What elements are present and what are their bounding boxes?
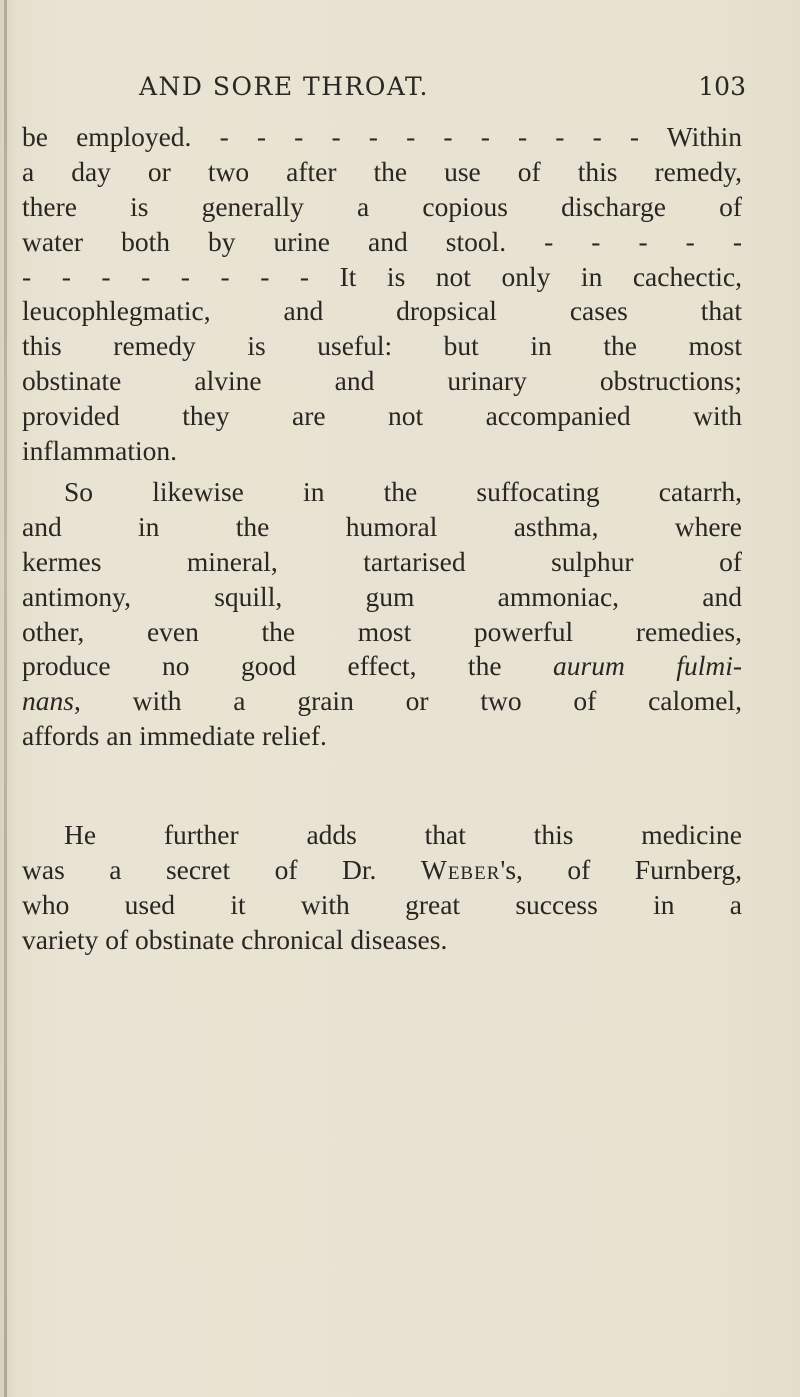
running-title: AND SORE THROAT. [139, 72, 429, 101]
text-line: provided they are not accompanied with [22, 400, 742, 432]
text-line: inflammation. [22, 435, 178, 467]
text-line [22, 853, 742, 888]
text-line: who used it with great success in a [22, 888, 742, 920]
text-line: obstinate alvine and urinary obstructions; [22, 365, 742, 397]
paragraph-1 [22, 120, 742, 469]
text-run: , with a grain or two of calomel, [73, 685, 742, 717]
text-line: a day or two after the use of this remedy, [22, 155, 742, 187]
paragraph-3 [22, 818, 742, 958]
text-line: affords an immediate relief. [22, 720, 327, 752]
paragraph-2 [22, 475, 742, 754]
text-line: He further adds that this medicine [64, 819, 742, 850]
text-line: other, even the most powerful remedies, [22, 615, 742, 647]
small-caps-name: Weber [420, 853, 501, 885]
running-head [0, 72, 800, 112]
text-line [22, 649, 742, 684]
text-line: So likewise in the suffocating catarrh, [64, 476, 742, 507]
text-line: kermes mineral, tartarised sulphur of [22, 545, 742, 577]
text-run: 's, of Furnberg, [500, 853, 742, 885]
text-line: there is generally a copious discharge of [22, 190, 742, 222]
text-run: produce no good effect, the [22, 650, 554, 682]
text-line: and in the humoral asthma, where [22, 510, 742, 542]
page-number: 103 [698, 72, 746, 101]
text-line: this remedy is useful: but in the most [22, 330, 742, 362]
text-line [22, 684, 742, 719]
text-line: water both by urine and stool. - - - - - [22, 225, 742, 257]
text-run: was a secret of Dr. [22, 853, 421, 885]
italic-term: aurum fulmi- [553, 650, 742, 682]
italic-term: nans [22, 685, 74, 717]
text-line: be employed. - - - - - - - - - - - - Within [22, 121, 742, 152]
text-line: antimony, squill, gum ammoniac, and [22, 580, 742, 612]
text-line: - - - - - - - - It is not only in cachectic, [22, 260, 742, 292]
text-line: leucophlegmatic, and dropsical cases that [22, 295, 742, 327]
binding-gutter [4, 0, 7, 1397]
text-line: variety of obstinate chronical diseases. [22, 923, 448, 955]
